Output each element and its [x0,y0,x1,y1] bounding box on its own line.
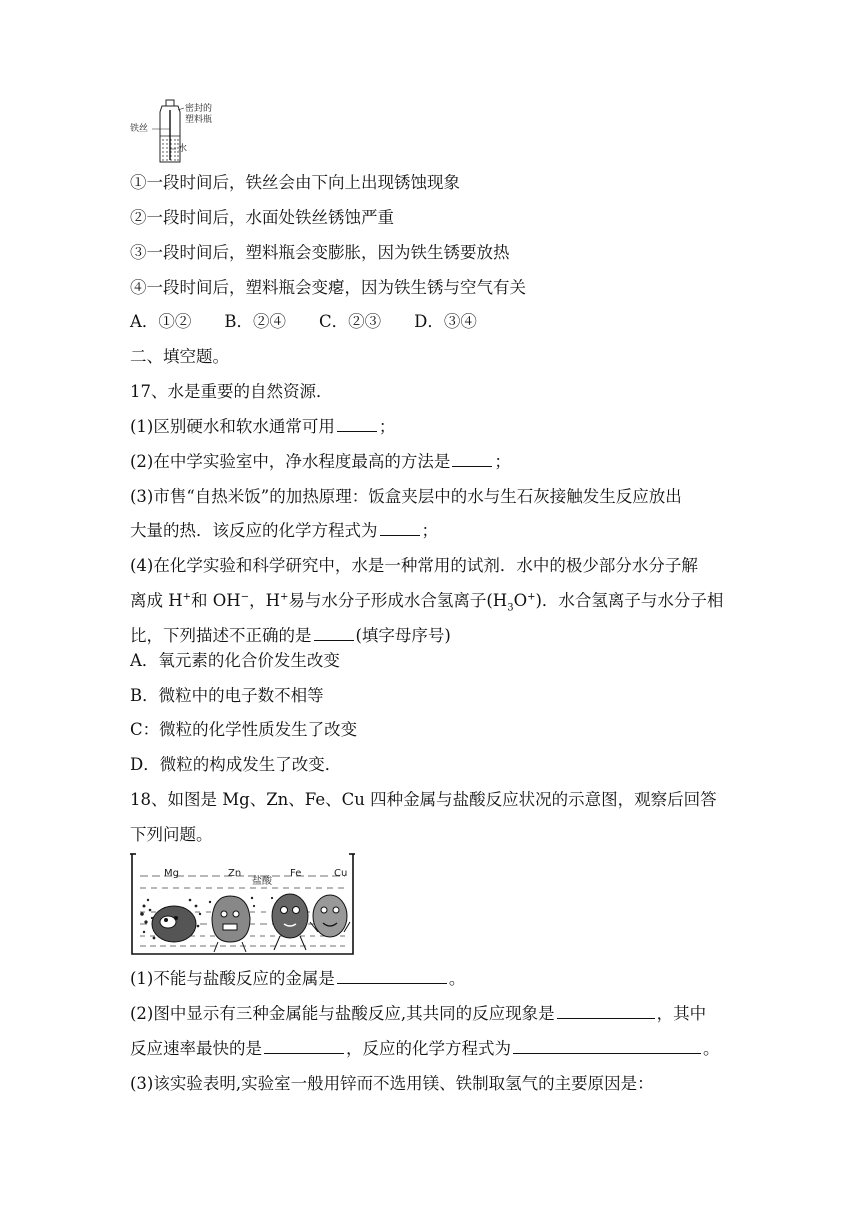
q17-part2-blank[interactable] [452,452,492,467]
q17-part1-text: (1)区别硬水和软水通常可用 [130,417,335,436]
q17-option-b: B．微粒中的电子数不相等 [130,686,324,705]
q18-part2-line1 [130,1003,706,1025]
q17-option-d: D．微粒的构成发生了改变． [130,755,342,774]
q17-part2 [130,451,511,473]
q17-part4-end: (填字母序号) [355,626,451,645]
q16-option-4: ④一段时间后，塑料瓶会变瘪，因为铁生锈与空气有关 [130,278,526,297]
q18-part1-end: 。 [448,969,466,988]
q17-stem: 17、水是重要的自然资源． [130,382,333,401]
q18-part2-text2: 反应速率最快的是 [130,1039,262,1058]
q17-part4-line2 [130,590,723,612]
fe-metal-figure [271,894,308,950]
q16-option-2: ②一段时间后，水面处铁丝锈蚀严重 [130,208,394,227]
q18-part2-end2: 。 [703,1039,720,1058]
fig-label-zn: Zn [228,868,242,879]
q18-stem-line2: 下列问题。 [130,825,213,844]
q17-part1 [130,416,395,438]
q18-part2-blank3[interactable] [513,1039,701,1054]
q18-part1-blank[interactable] [337,969,447,984]
q17-part3-line1: (3)市售“自热米饭”的加热原理：饭盒夹层中的水与生石灰接触发生反应放出 [130,487,682,506]
q18-part1-text: (1)不能与盐酸反应的金属是 [130,969,335,988]
metals-acid-figure [130,852,355,958]
q18-part2-mid: ，反应的化学方程式为 [346,1039,511,1058]
q18-stem-line1: 18、如图是 Mg、Zn、Fe、Cu 四种金属与盐酸反应状况的示意图，观察后回答 [130,790,717,809]
fig-label-cu: Cu [334,868,348,879]
q16-option-1: ①一段时间后，铁丝会由下向上出现锈蚀现象 [130,173,460,192]
q17-option-c: C：微粒的化学性质发生了改变 [130,720,358,739]
q17-p4-d: 易与水分子形成水合氢离子(H [288,591,508,610]
q17-part4-line1: (4)在化学实验和科学研究中，水是一种常用的试剂．水中的极少部分水分子解 [130,556,698,575]
q18-part3: (3)该实验表明,实验室一般用锌而不选用镁、铁制取氢气的主要原因是： [130,1074,654,1093]
q17-option-a: A．氧元素的化合价发生改变 [130,651,340,670]
q17-part1-blank[interactable] [337,417,377,432]
wire-label: 铁丝 [130,124,149,134]
mg-metal-figure [140,899,201,942]
q17-part3-blank[interactable] [380,521,420,536]
q17-p4-b: 和 OH [191,591,241,610]
q17-part2-text: (2)在中学实验室中，净水程度最高的方法是 [130,452,451,471]
q17-part4-line3 [130,625,451,647]
section-title: 二、填空题。 [130,347,229,366]
q18-part2-blank1[interactable] [557,1004,655,1019]
q17-part3-text: 大量的热．该反应的化学方程式为 [130,521,378,540]
q17-p4-e: O [513,591,528,610]
q17-part3-line2 [130,520,438,542]
q17-p4-f: )．水合氢离子与水分子相 [535,591,724,610]
q18-part2-end1: ，其中 [656,1004,707,1023]
q16-choices: A．①② B．②④ C．②③ D．③④ [130,312,477,331]
q17-part1-end: ； [378,417,396,436]
q17-p4-a: 离成 H [130,591,183,610]
q17-part4-blank[interactable] [314,626,354,641]
q17-part4-text: 比，下列描述不正确的是 [130,626,312,645]
q18-part2-text: (2)图中显示有三种金属能与盐酸反应,其共同的反应现象是 [130,1004,555,1023]
cu-metal-figure [310,895,350,937]
fig-label-mg: Mg [164,868,179,879]
bottle-label-line2: 塑料瓶 [185,115,213,125]
q18-part2-line2 [130,1038,720,1060]
zn-metal-figure [209,896,255,952]
q17-p4-sup2: − [240,591,250,603]
fig-label-acid: 盐酸 [252,876,272,887]
q17-p4-sup1: + [182,591,192,603]
q17-p4-sup4: + [527,591,536,603]
q17-p4-c: ，H [249,591,280,610]
fig-label-fe: Fe [290,868,302,879]
q18-part1 [130,968,465,990]
bottle-label-line1: 密封的 [185,104,213,114]
q18-part2-blank2[interactable] [264,1039,344,1054]
q17-p4-sup3: + [279,591,289,603]
q17-part2-end: ； [494,452,511,471]
q16-option-3: ③一段时间后，塑料瓶会变膨胀，因为铁生锈要放热 [130,243,510,262]
q17-part3-end: ； [421,521,438,540]
water-label: 水 [178,144,188,154]
q17-p4-sub: 3 [507,602,514,614]
